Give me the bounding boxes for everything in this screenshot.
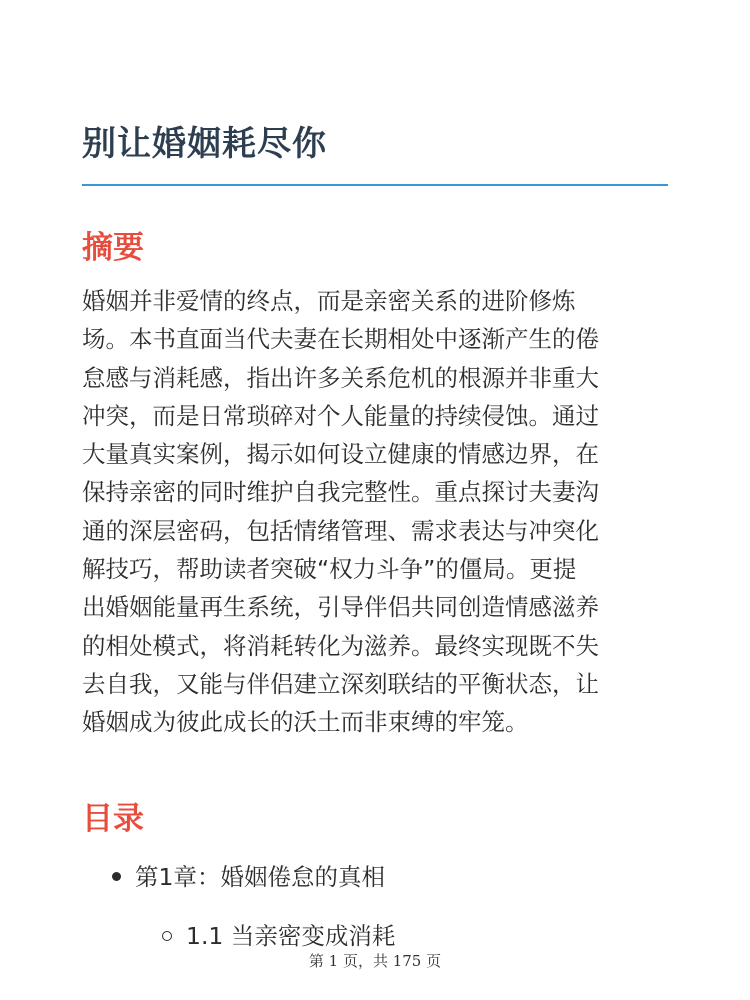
abstract-line: 保持亲密的同时维护自我完整性。重点探讨夫妻沟 bbox=[82, 478, 599, 507]
toc-heading: 目录 bbox=[82, 801, 144, 837]
toc-chapter-1[interactable] bbox=[112, 858, 385, 892]
abstract-heading: 摘要 bbox=[82, 230, 144, 266]
abstract-line: 冲突，而是日常琐碎对个人能量的持续侵蚀。通过 bbox=[82, 401, 599, 430]
abstract-line: 大量真实案例，揭示如何设立健康的情感边界，在 bbox=[82, 440, 599, 469]
bullet-circle-icon bbox=[162, 931, 172, 941]
bullet-disc-icon bbox=[112, 872, 121, 881]
title-divider bbox=[82, 184, 668, 186]
toc-chapter-1-label: 第1章：婚姻倦怠的真相 bbox=[135, 863, 385, 891]
document-title: 别让婚姻耗尽你 bbox=[82, 124, 327, 164]
page-footer: 第 1 页，共 175 页 bbox=[308, 952, 442, 970]
abstract-line: 通的深层密码，包括情绪管理、需求表达与冲突化 bbox=[82, 516, 599, 545]
abstract-line: 去自我，又能与伴侣建立深刻联结的平衡状态，让 bbox=[82, 669, 599, 698]
abstract-line: 的相处模式，将消耗转化为滋养。最终实现既不失 bbox=[82, 631, 599, 660]
abstract-line: 场。本书直面当代夫妻在长期相处中逐渐产生的倦 bbox=[82, 325, 599, 354]
abstract-line: 解技巧，帮助读者突破“权力斗争”的僵局。更提 bbox=[82, 555, 577, 584]
abstract-text bbox=[82, 282, 672, 742]
abstract-line: 怠感与消耗感，指出许多关系危机的根源并非重大 bbox=[82, 363, 599, 392]
abstract-line: 婚姻成为彼此成长的沃土而非束缚的牢笼。 bbox=[82, 708, 529, 737]
toc-section-1-1[interactable] bbox=[162, 917, 395, 951]
abstract-line: 出婚姻能量再生系统，引导伴侣共同创造情感滋养 bbox=[82, 593, 599, 622]
toc-section-1-1-label: 1.1 当亲密变成消耗 bbox=[186, 922, 396, 950]
abstract-line: 婚姻并非爱情的终点，而是亲密关系的进阶修炼 bbox=[82, 287, 576, 315]
